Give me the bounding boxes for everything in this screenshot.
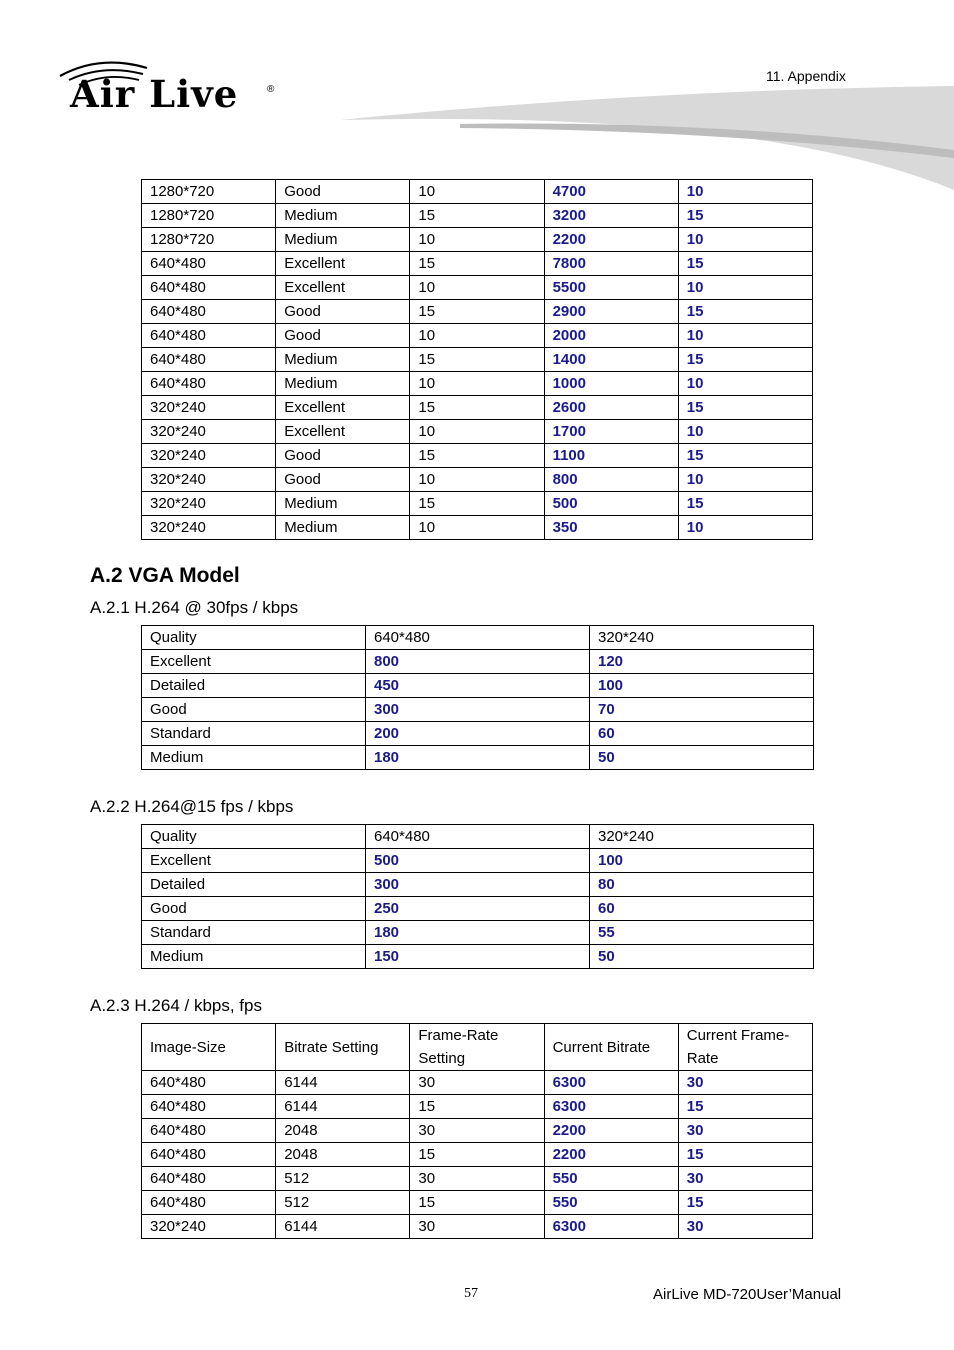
table-cell: 320*240: [142, 1215, 276, 1239]
table-header-row: [142, 1024, 813, 1071]
table-row: [142, 1167, 813, 1191]
table-cell: 10: [410, 468, 544, 492]
column-header: Current Frame-Rate: [678, 1024, 812, 1071]
table-cell: 2200: [544, 228, 678, 252]
table-cell: 15: [678, 1191, 812, 1215]
table-cell: 500: [544, 492, 678, 516]
table-cell: 250: [366, 897, 590, 921]
manual-title: AirLive MD-720User’Manual: [653, 1286, 842, 1303]
table-cell: 800: [366, 650, 590, 674]
column-header: Frame-Rate Setting: [410, 1024, 544, 1071]
table-cell: 550: [544, 1167, 678, 1191]
table-cell: 15: [410, 492, 544, 516]
table-cell: 15: [410, 396, 544, 420]
table-cell: 10: [678, 324, 812, 348]
table-cell: 10: [410, 276, 544, 300]
table-cell: 55: [590, 921, 814, 945]
table-cell: 6144: [276, 1071, 410, 1095]
table-cell: 15: [410, 1191, 544, 1215]
column-header: Bitrate Setting: [276, 1024, 410, 1071]
table-row: [142, 674, 814, 698]
table-cell: 30: [410, 1167, 544, 1191]
table-cell: 30: [678, 1119, 812, 1143]
table-cell: 15: [410, 348, 544, 372]
table-cell: 120: [590, 650, 814, 674]
table-cell: Detailed: [142, 873, 366, 897]
table-cell: 15: [678, 396, 812, 420]
table-cell: Excellent: [142, 849, 366, 873]
table-cell: Medium: [142, 746, 366, 770]
table-cell: 6300: [544, 1071, 678, 1095]
table-cell: Medium: [276, 228, 410, 252]
table-cell: 1700: [544, 420, 678, 444]
table-cell: 2900: [544, 300, 678, 324]
column-header: 640*480: [366, 626, 590, 650]
table-a23: [141, 1023, 813, 1239]
table-row: [142, 849, 814, 873]
table-cell: Medium: [276, 372, 410, 396]
table-cell: 5500: [544, 276, 678, 300]
table-cell: 800: [544, 468, 678, 492]
column-header: 320*240: [590, 626, 814, 650]
table-cell: 1280*720: [142, 228, 276, 252]
table-cell: 300: [366, 873, 590, 897]
table-cell: 2048: [276, 1143, 410, 1167]
logo-wordmark: Air Live: [70, 72, 239, 116]
table-cell: 300: [366, 698, 590, 722]
table-cell: 640*480: [142, 276, 276, 300]
table-row: [142, 897, 814, 921]
table-row: [142, 372, 813, 396]
table-cell: 30: [678, 1167, 812, 1191]
column-header: 640*480: [366, 825, 590, 849]
table-cell: 15: [410, 1095, 544, 1119]
table-cell: Good: [276, 324, 410, 348]
table-cell: 320*240: [142, 396, 276, 420]
table-cell: 10: [410, 324, 544, 348]
table-cell: Medium: [276, 516, 410, 540]
table-cell: 512: [276, 1191, 410, 1215]
table-cell: 2600: [544, 396, 678, 420]
table-cell: 30: [678, 1215, 812, 1239]
table-cell: 1400: [544, 348, 678, 372]
table-cell: 100: [590, 849, 814, 873]
table-cell: 640*480: [142, 1071, 276, 1095]
column-header: Image-Size: [142, 1024, 276, 1071]
table-cell: 10: [410, 516, 544, 540]
column-header: Quality: [142, 626, 366, 650]
table-cell: 640*480: [142, 1095, 276, 1119]
table-cell: 10: [410, 228, 544, 252]
table-row: [142, 228, 813, 252]
table-cell: 15: [678, 1095, 812, 1119]
table-cell: Medium: [276, 348, 410, 372]
page-number: 57: [464, 1286, 478, 1301]
table-cell: 640*480: [142, 324, 276, 348]
table-cell: 6144: [276, 1215, 410, 1239]
table-row: [142, 1095, 813, 1119]
table-row: [142, 722, 814, 746]
table-cell: 1000: [544, 372, 678, 396]
bitrate-table-continued: [141, 179, 813, 540]
table-cell: 10: [678, 276, 812, 300]
subsection-heading-a23: A.2.3 H.264 / kbps, fps: [90, 996, 262, 1015]
table-cell: 180: [366, 921, 590, 945]
table-cell: 640*480: [142, 252, 276, 276]
table-cell: 2048: [276, 1119, 410, 1143]
table-row: [142, 492, 813, 516]
table-row: [142, 1215, 813, 1239]
table-cell: 15: [678, 444, 812, 468]
table-row: [142, 945, 814, 969]
table-cell: 3200: [544, 204, 678, 228]
table-cell: 640*480: [142, 1143, 276, 1167]
table-row: [142, 516, 813, 540]
table-row: [142, 468, 813, 492]
table-cell: 60: [590, 897, 814, 921]
table-cell: 1280*720: [142, 204, 276, 228]
table-cell: 450: [366, 674, 590, 698]
table-cell: 15: [678, 348, 812, 372]
table-cell: 1100: [544, 444, 678, 468]
table-cell: Good: [276, 444, 410, 468]
table-row: [142, 420, 813, 444]
table-cell: 640*480: [142, 1119, 276, 1143]
table-cell: 80: [590, 873, 814, 897]
table-cell: Excellent: [276, 396, 410, 420]
table-cell: 6300: [544, 1095, 678, 1119]
table-row: [142, 180, 813, 204]
table-a22: [141, 824, 814, 969]
table-row: [142, 300, 813, 324]
table-cell: 100: [590, 674, 814, 698]
table-row: [142, 921, 814, 945]
table-row: [142, 1119, 813, 1143]
table-cell: 2200: [544, 1143, 678, 1167]
table-cell: 15: [678, 492, 812, 516]
table-cell: Excellent: [276, 252, 410, 276]
table-row: [142, 1191, 813, 1215]
column-header: 320*240: [590, 825, 814, 849]
table-cell: 320*240: [142, 420, 276, 444]
table-cell: 10: [410, 420, 544, 444]
table-cell: 30: [410, 1215, 544, 1239]
table-cell: Medium: [142, 945, 366, 969]
table-cell: 15: [410, 204, 544, 228]
column-header: Quality: [142, 825, 366, 849]
table-cell: 640*480: [142, 1167, 276, 1191]
table-cell: Medium: [276, 204, 410, 228]
table-cell: Good: [142, 698, 366, 722]
table-cell: Good: [276, 180, 410, 204]
table-cell: 10: [678, 516, 812, 540]
table-cell: 320*240: [142, 468, 276, 492]
subsection-heading-a21: A.2.1 H.264 @ 30fps / kbps: [90, 598, 299, 617]
table-cell: Good: [276, 300, 410, 324]
table-cell: 6144: [276, 1095, 410, 1119]
table-cell: Excellent: [276, 420, 410, 444]
table-cell: 10: [410, 372, 544, 396]
table-row: [142, 252, 813, 276]
table-cell: 30: [678, 1071, 812, 1095]
table-row: [142, 204, 813, 228]
table-row: [142, 1071, 813, 1095]
table-cell: 200: [366, 722, 590, 746]
table-cell: 10: [678, 180, 812, 204]
table-cell: 350: [544, 516, 678, 540]
airlive-logo: [55, 58, 285, 122]
table-header-row: [142, 626, 814, 650]
table-cell: 10: [678, 420, 812, 444]
table-cell: Good: [276, 468, 410, 492]
table-cell: 15: [410, 300, 544, 324]
table-cell: Standard: [142, 921, 366, 945]
table-cell: 30: [410, 1119, 544, 1143]
table-cell: Detailed: [142, 674, 366, 698]
table-cell: 70: [590, 698, 814, 722]
registered-mark: ®: [267, 84, 275, 95]
table-row: [142, 348, 813, 372]
column-header: Current Bitrate: [544, 1024, 678, 1071]
table-cell: 15: [410, 444, 544, 468]
table-row: [142, 396, 813, 420]
table-cell: 640*480: [142, 300, 276, 324]
table-cell: 60: [590, 722, 814, 746]
table-cell: 640*480: [142, 348, 276, 372]
table-cell: 550: [544, 1191, 678, 1215]
table-cell: 150: [366, 945, 590, 969]
table-cell: 15: [678, 1143, 812, 1167]
table-cell: 320*240: [142, 444, 276, 468]
table-cell: 4700: [544, 180, 678, 204]
table-cell: 1280*720: [142, 180, 276, 204]
table-cell: Medium: [276, 492, 410, 516]
table-cell: 15: [410, 1143, 544, 1167]
subsection-heading-a22: A.2.2 H.264@15 fps / kbps: [90, 797, 294, 816]
table-cell: 30: [410, 1071, 544, 1095]
table-row: [142, 746, 814, 770]
table-cell: 15: [678, 204, 812, 228]
table-cell: 512: [276, 1167, 410, 1191]
chapter-label: 11. Appendix: [766, 68, 846, 84]
table-row: [142, 698, 814, 722]
table-cell: Excellent: [142, 650, 366, 674]
table-cell: 15: [410, 252, 544, 276]
table-cell: 640*480: [142, 1191, 276, 1215]
table-cell: 10: [678, 372, 812, 396]
table-cell: Good: [142, 897, 366, 921]
table-cell: 320*240: [142, 516, 276, 540]
table-cell: 7800: [544, 252, 678, 276]
table-row: [142, 444, 813, 468]
table-cell: 640*480: [142, 372, 276, 396]
table-a21: [141, 625, 814, 770]
table-cell: Standard: [142, 722, 366, 746]
table-row: [142, 324, 813, 348]
table-header-row: [142, 825, 814, 849]
table-cell: 320*240: [142, 492, 276, 516]
table-cell: 15: [678, 252, 812, 276]
table-cell: 180: [366, 746, 590, 770]
section-title: A.2 VGA Model: [90, 564, 240, 587]
table-cell: 50: [590, 746, 814, 770]
table-cell: 500: [366, 849, 590, 873]
table-row: [142, 873, 814, 897]
table-cell: 10: [678, 228, 812, 252]
table-row: [142, 1143, 813, 1167]
table-cell: 15: [678, 300, 812, 324]
table-row: [142, 276, 813, 300]
table-cell: 10: [678, 468, 812, 492]
table-cell: Excellent: [276, 276, 410, 300]
table-cell: 2200: [544, 1119, 678, 1143]
table-cell: 50: [590, 945, 814, 969]
table-cell: 6300: [544, 1215, 678, 1239]
table-cell: 2000: [544, 324, 678, 348]
table-row: [142, 650, 814, 674]
table-cell: 10: [410, 180, 544, 204]
